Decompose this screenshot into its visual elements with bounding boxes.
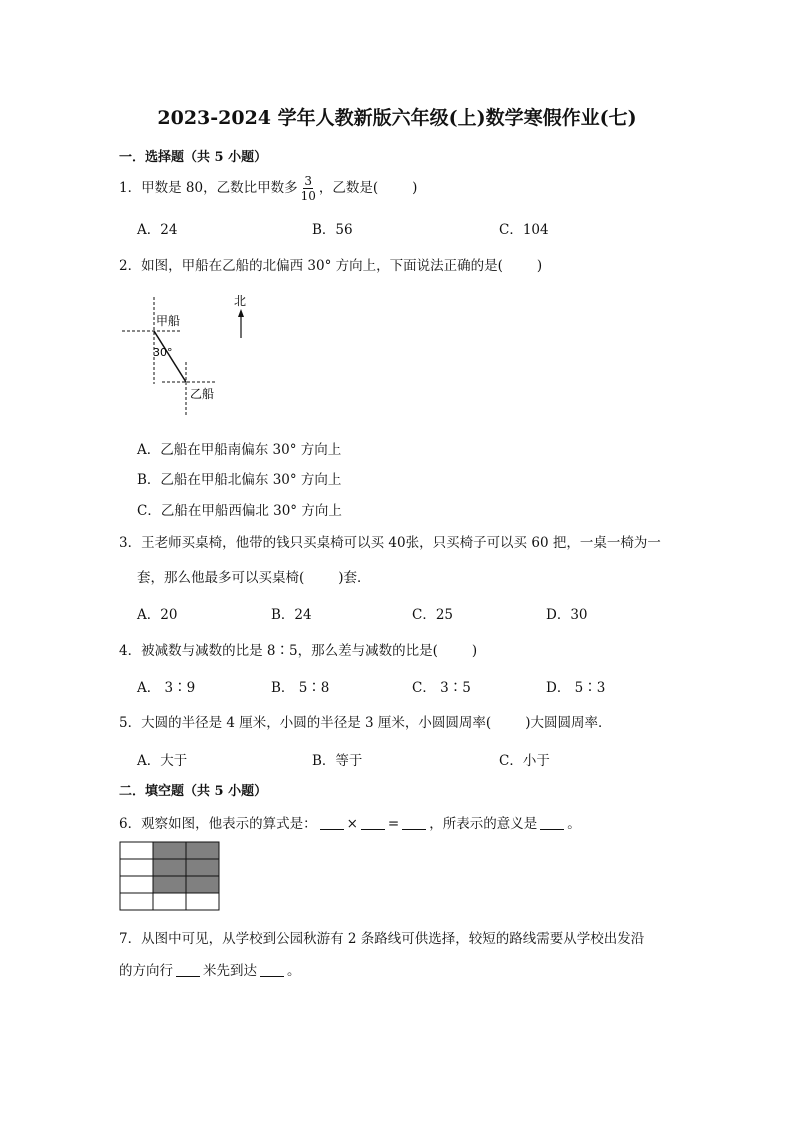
option-b[interactable]: B． 5∶8 [271,680,330,696]
answer-blank[interactable] [260,964,284,977]
angle-label: 30° [153,346,173,359]
option-c[interactable]: C．104 [499,222,549,238]
grid-cell [153,893,186,910]
page-title: 2023-2024 学年人教新版六年级(上)数学寒假作业(七) [157,107,637,129]
option-b[interactable]: B．56 [312,222,353,238]
grid-cell-shaded [186,859,219,876]
question-number: 2． [119,258,142,274]
equals-sign: = [387,816,400,832]
option-b[interactable]: B．乙船在甲船北偏东 30° 方向上 [137,472,342,488]
grid-cell [120,859,153,876]
question-text: 米先到达 [203,963,257,979]
question-text: )套． [338,570,371,586]
question-number: 7． [119,931,142,947]
question-4 [119,639,477,659]
north-label: 北 [234,294,247,308]
question-6 [119,812,581,832]
option-a[interactable]: A． 3∶9 [137,680,196,696]
section-heading-choice: 一．选择题（共 5 小题） [119,150,268,165]
option-d[interactable]: D． 5∶3 [546,680,606,696]
question-1 [119,173,417,203]
question-text: 大圆的半径是 4 厘米，小圆的半径是 3 厘米，小圆圆周率( [141,715,492,731]
answer-blank[interactable] [402,817,426,830]
grid-cell [120,842,153,859]
shaded-grid-figure [119,841,221,911]
grid-cell-shaded [186,876,219,893]
question-text: ) [412,180,418,196]
answer-blank[interactable] [361,817,385,830]
grid-cell [120,893,153,910]
ship-direction-figure [118,292,258,422]
question-text: 的方向行 [119,963,173,979]
question-number: 5． [119,715,142,731]
option-a[interactable]: A．大于 [137,753,188,769]
option-c[interactable]: C．乙船在甲船西偏北 30° 方向上 [137,503,342,519]
question-3 [119,531,661,551]
grid-cell-shaded [153,859,186,876]
answer-blank[interactable] [540,817,564,830]
answer-blank[interactable] [320,817,344,830]
option-a[interactable]: A．乙船在甲船南偏东 30° 方向上 [137,442,342,458]
answer-blank[interactable] [176,964,200,977]
question-text: 套，那么他最多可以买桌椅( [137,570,305,586]
ship-a-label: 甲船 [156,314,181,328]
question-3-line-2 [137,566,371,586]
option-c[interactable]: C．25 [412,607,454,623]
section-heading-fill: 二．填空题（共 5 小题） [119,784,268,799]
option-d[interactable]: D．30 [546,607,588,623]
times-sign: × [346,816,358,832]
question-number: 1． [119,180,142,196]
question-text: 观察如图，他表示的算式是： [141,816,317,832]
north-arrowhead-icon [238,309,244,317]
grid-cell [186,893,219,910]
option-c[interactable]: C．小于 [499,753,550,769]
question-number: 4． [119,643,142,659]
question-number: 3． [119,535,142,551]
option-b[interactable]: B．等于 [312,753,363,769]
question-text: 甲数是 80，乙数比甲数多 [141,180,298,196]
question-text: 王老师买桌椅，他带的钱只买桌椅可以买 40张，只买椅子可以买 60 把，一桌一椅为一 [141,535,661,551]
question-2 [119,254,542,274]
fraction-denominator: 10 [300,189,316,203]
option-a[interactable]: A．20 [137,607,178,623]
question-text: ，乙数是( [318,180,379,196]
question-7-line-2 [119,959,301,979]
ship-b-label: 乙船 [190,387,215,401]
question-text: 如图，甲船在乙船的北偏西 30° 方向上，下面说法正确的是( [141,258,503,274]
question-5 [119,711,612,731]
grid-cell-shaded [186,842,219,859]
question-7 [119,927,644,947]
question-text: 。 [287,963,301,979]
grid-cell-shaded [153,876,186,893]
fraction [301,174,316,203]
option-b[interactable]: B．24 [271,607,312,623]
option-c[interactable]: C． 3∶5 [412,680,471,696]
question-text: ) [471,643,478,659]
question-number: 6． [119,816,142,832]
question-text: ) [536,258,543,274]
question-text: )大圆圆周率． [525,715,612,731]
question-text: 从图中可见，从学校到公园秋游有 2 条路线可供选择，较短的路线需要从学校出发沿 [141,931,645,947]
grid-cell-shaded [153,842,186,859]
option-a[interactable]: A．24 [137,222,178,238]
grid-cell [120,876,153,893]
fraction-numerator: 3 [304,174,313,188]
question-text: ，所表示的意义是 [429,816,538,832]
question-text: 被减数与减数的比是 8∶5，那么差与减数的比是( [141,643,438,659]
question-text: 。 [567,816,581,832]
